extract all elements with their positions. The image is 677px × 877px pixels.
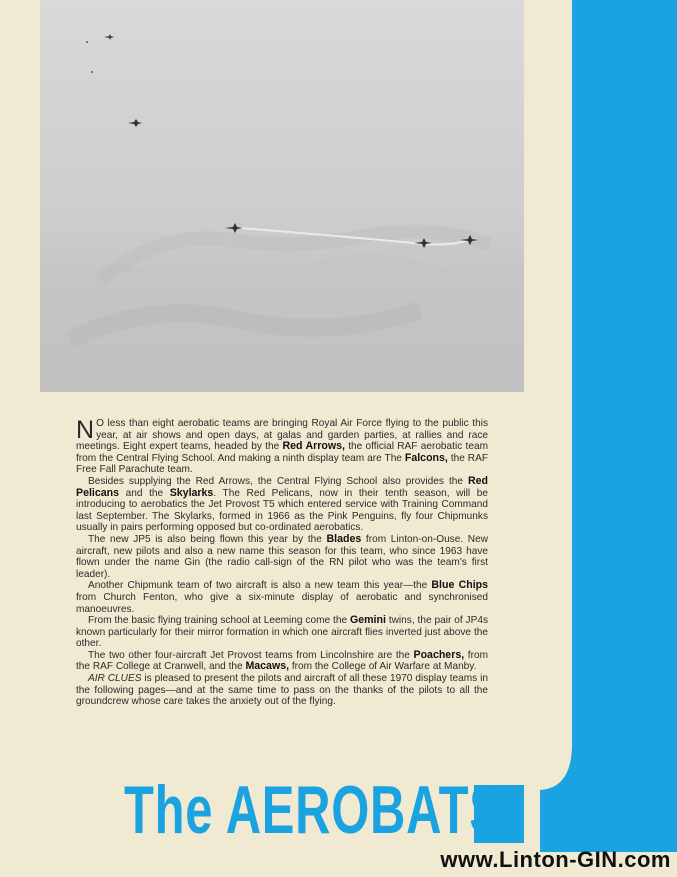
- team-name: Blades: [326, 532, 362, 545]
- paragraph-text: Another Chipmunk team of two aircraft is also a new team this year—the: [88, 580, 432, 592]
- paragraph-text: and the: [119, 487, 170, 499]
- paragraph-text: from the College of Air Warfare at Manby.: [289, 661, 477, 673]
- team-name: Falcons,: [404, 451, 448, 464]
- aircraft-formation-photo: [40, 0, 524, 392]
- team-name: Macaws,: [245, 660, 290, 673]
- article-paragraph: [76, 418, 488, 476]
- page-title: The AEROBATS: [124, 772, 503, 848]
- paragraph-text: the official RAF aerobatic team from the Central Flying School. And making a ninth display team are The: [76, 441, 488, 464]
- article-paragraph: [76, 673, 488, 708]
- article-paragraph: [76, 476, 488, 534]
- paragraph-text: O less than eight aerobatic teams are bringing Royal Air Force flying to the public this year, at air shows and open days, at galas and garden parties, at rallies and race meetings. Eight expert teams, headed by the: [76, 418, 488, 453]
- paragraph-text: From the basic flying training school at Leeming come the: [88, 615, 350, 627]
- publication-name: AIR CLUES: [88, 673, 142, 685]
- team-name: Gemini: [349, 614, 386, 627]
- team-name: Poachers,: [413, 648, 465, 661]
- team-name: Red Arrows,: [282, 440, 345, 453]
- paragraph-text: the RAF Free Fall Parachute team.: [76, 452, 488, 476]
- article-paragraph: [76, 534, 488, 580]
- paragraph-text: The new JP5 is also being flown this year by the: [88, 533, 327, 545]
- paragraph-text: is pleased to present the pilots and aircraft of all these 1970 display teams in the following pages—and at the same time to pass on the thanks of the pilots to all the groundcrew whose care takes the anxiety out of the flying.: [76, 673, 488, 708]
- paragraph-text: from Church Fenton, who give a six-minute display of aerobatic and synchronised manoeuvres.: [76, 591, 488, 615]
- team-name: Skylarks: [169, 486, 214, 499]
- photo-scene: [40, 0, 524, 392]
- article-body: [76, 418, 488, 708]
- paragraph-text: . The Red Pelicans, now in their tenth season, will be introducing to aerobatics the Jet Provost T5 which entered service with Training Command last September. The Skylarks, formed in 1966 as the Pink Penguins, fly four Chipmunks usually in pairs performing opposed but co-ordinated aerobatics.: [76, 487, 488, 534]
- website-watermark: www.Linton-GIN.com: [440, 847, 671, 872]
- team-name: Red Pelicans: [76, 474, 488, 499]
- paragraph-text: from the RAF College at Cranwell, and the: [76, 649, 488, 673]
- paragraph-text: twins, the pair of JP4s known particularly for their mirror formation in which one aircraft flies inverted just above the other.: [76, 615, 488, 650]
- paragraph-text: Besides supplying the Red Arrows, the Central Flying School also provides the: [88, 475, 468, 487]
- article-paragraph: [76, 580, 488, 615]
- article-paragraph: [76, 615, 488, 650]
- team-name: Blue Chips: [431, 579, 488, 592]
- article-paragraph: [76, 650, 488, 673]
- paragraph-text: from Linton-on-Ouse. New aircraft, new pilots and also a new name this season for this team, who since 1963 have flown under the name Gin (the radio call-sign of the RN pilot who was the team's first leader).: [76, 533, 488, 580]
- paragraph-text: The two other four-aircraft Jet Provost teams from Lincolnshire are the: [88, 649, 414, 661]
- drop-cap: N: [76, 416, 95, 444]
